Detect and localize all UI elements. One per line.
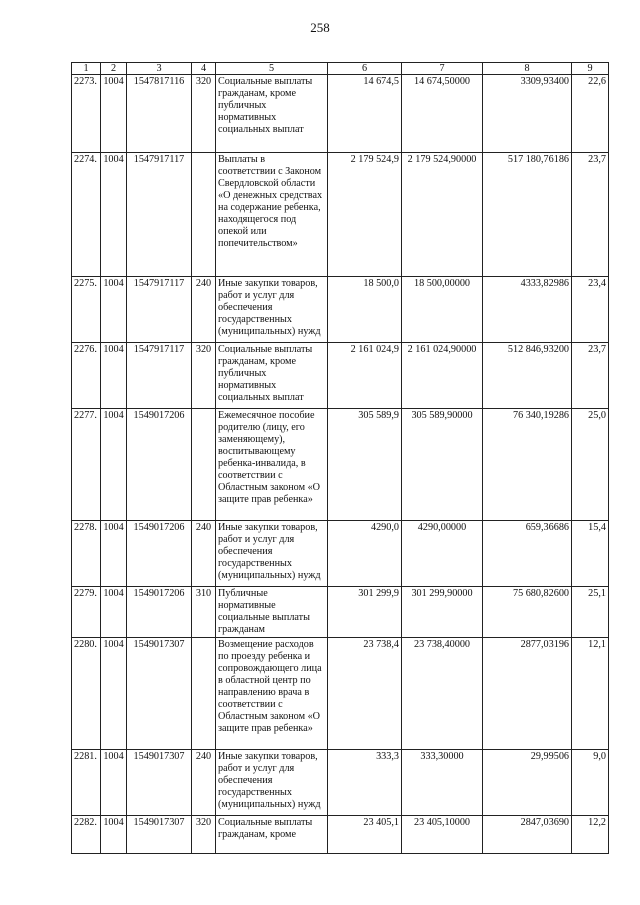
approved-amount: 333,30000 [402, 750, 483, 816]
header-col-4: 4 [192, 63, 216, 75]
section-code: 1004 [101, 521, 127, 587]
planned-amount: 23 738,4 [328, 638, 402, 750]
page-number: 258 [310, 20, 330, 35]
planned-amount: 333,3 [328, 750, 402, 816]
execution-percent: 15,4 [572, 521, 609, 587]
planned-amount: 305 589,9 [328, 409, 402, 521]
table-row [72, 638, 609, 750]
expense-kind: 240 [192, 750, 216, 816]
header-col-8: 8 [483, 63, 572, 75]
executed-amount: 659,36686 [483, 521, 572, 587]
section-code: 1004 [101, 277, 127, 343]
executed-amount: 75 680,82600 [483, 587, 572, 638]
row-number: 2276. [72, 343, 101, 409]
executed-amount: 76 340,19286 [483, 409, 572, 521]
planned-amount: 2 179 524,9 [328, 153, 402, 277]
executed-amount: 2847,03690 [483, 816, 572, 854]
table-row [72, 409, 609, 521]
execution-percent: 23,4 [572, 277, 609, 343]
execution-percent: 22,6 [572, 75, 609, 153]
header-col-3: 3 [127, 63, 192, 75]
header-col-5: 5 [216, 63, 328, 75]
expense-kind [192, 638, 216, 750]
expense-kind: 240 [192, 521, 216, 587]
section-code: 1004 [101, 587, 127, 638]
expense-name: Иные закупки товаров, работ и услуг для обеспечения государственных (муниципальных) нужд [216, 750, 328, 816]
header-col-1: 1 [72, 63, 101, 75]
expense-kind: 240 [192, 277, 216, 343]
table-row [72, 587, 609, 638]
row-number: 2274. [72, 153, 101, 277]
execution-percent: 25,1 [572, 587, 609, 638]
row-number: 2279. [72, 587, 101, 638]
expense-name: Возмещение расходов по проезду ребенка и сопровождающего лица в областной центр по направлению врача в соответствии с Областным законом «О защите прав ребенка» [216, 638, 328, 750]
planned-amount: 23 405,1 [328, 816, 402, 854]
table-row [72, 277, 609, 343]
expense-name: Публичные нормативные социальные выплаты гражданам [216, 587, 328, 638]
approved-amount: 18 500,00000 [402, 277, 483, 343]
approved-amount: 305 589,90000 [402, 409, 483, 521]
table-header-row [72, 63, 609, 75]
target-code: 1547817116 [127, 75, 192, 153]
table-row [72, 153, 609, 277]
execution-percent: 12,1 [572, 638, 609, 750]
expense-name: Социальные выплаты гражданам, кроме [216, 816, 328, 854]
expense-kind: 320 [192, 816, 216, 854]
approved-amount: 23 738,40000 [402, 638, 483, 750]
executed-amount: 3309,93400 [483, 75, 572, 153]
execution-percent: 23,7 [572, 343, 609, 409]
expense-kind: 320 [192, 343, 216, 409]
section-code: 1004 [101, 75, 127, 153]
expense-name: Иные закупки товаров, работ и услуг для обеспечения государственных (муниципальных) нужд [216, 521, 328, 587]
header-col-2: 2 [101, 63, 127, 75]
table-row [72, 343, 609, 409]
execution-percent: 25,0 [572, 409, 609, 521]
target-code: 1549017307 [127, 816, 192, 854]
row-number: 2275. [72, 277, 101, 343]
expense-kind [192, 409, 216, 521]
section-code: 1004 [101, 343, 127, 409]
row-number: 2278. [72, 521, 101, 587]
section-code: 1004 [101, 409, 127, 521]
target-code: 1549017307 [127, 638, 192, 750]
target-code: 1547917117 [127, 343, 192, 409]
expense-name: Социальные выплаты гражданам, кроме публичных нормативных социальных выплат [216, 343, 328, 409]
target-code: 1549017206 [127, 587, 192, 638]
execution-percent: 23,7 [572, 153, 609, 277]
approved-amount: 23 405,10000 [402, 816, 483, 854]
target-code: 1547917117 [127, 277, 192, 343]
row-number: 2280. [72, 638, 101, 750]
execution-percent: 9,0 [572, 750, 609, 816]
expense-name: Выплаты в соответствии с Законом Свердловской области «О денежных средствах на содержание ребенка, находящегося под опекой или попечительством» [216, 153, 328, 277]
table-row [72, 816, 609, 854]
target-code: 1549017307 [127, 750, 192, 816]
target-code: 1549017206 [127, 521, 192, 587]
executed-amount: 517 180,76186 [483, 153, 572, 277]
target-code: 1547917117 [127, 153, 192, 277]
section-code: 1004 [101, 750, 127, 816]
executed-amount: 512 846,93200 [483, 343, 572, 409]
expense-name: Ежемесячное пособие родителю (лицу, его заменяющему), воспитывающему ребенка-инвалида, в соответствии с Областным законом «О защите прав ребенка» [216, 409, 328, 521]
approved-amount: 301 299,90000 [402, 587, 483, 638]
section-code: 1004 [101, 638, 127, 750]
approved-amount: 2 161 024,90000 [402, 343, 483, 409]
planned-amount: 301 299,9 [328, 587, 402, 638]
header-col-6: 6 [328, 63, 402, 75]
header-col-7: 7 [402, 63, 483, 75]
planned-amount: 14 674,5 [328, 75, 402, 153]
approved-amount: 2 179 524,90000 [402, 153, 483, 277]
target-code: 1549017206 [127, 409, 192, 521]
approved-amount: 14 674,50000 [402, 75, 483, 153]
row-number: 2273. [72, 75, 101, 153]
expense-kind [192, 153, 216, 277]
table-row [72, 521, 609, 587]
planned-amount: 2 161 024,9 [328, 343, 402, 409]
table-row [72, 75, 609, 153]
row-number: 2281. [72, 750, 101, 816]
expense-name: Социальные выплаты гражданам, кроме публичных нормативных социальных выплат [216, 75, 328, 153]
planned-amount: 18 500,0 [328, 277, 402, 343]
expense-kind: 320 [192, 75, 216, 153]
executed-amount: 4333,82986 [483, 277, 572, 343]
expense-name: Иные закупки товаров, работ и услуг для обеспечения государственных (муниципальных) нужд [216, 277, 328, 343]
row-number: 2282. [72, 816, 101, 854]
budget-table [71, 62, 609, 854]
section-code: 1004 [101, 153, 127, 277]
executed-amount: 29,99506 [483, 750, 572, 816]
planned-amount: 4290,0 [328, 521, 402, 587]
execution-percent: 12,2 [572, 816, 609, 854]
table-row [72, 750, 609, 816]
expense-kind: 310 [192, 587, 216, 638]
section-code: 1004 [101, 816, 127, 854]
executed-amount: 2877,03196 [483, 638, 572, 750]
header-col-9: 9 [572, 63, 609, 75]
row-number: 2277. [72, 409, 101, 521]
approved-amount: 4290,00000 [402, 521, 483, 587]
